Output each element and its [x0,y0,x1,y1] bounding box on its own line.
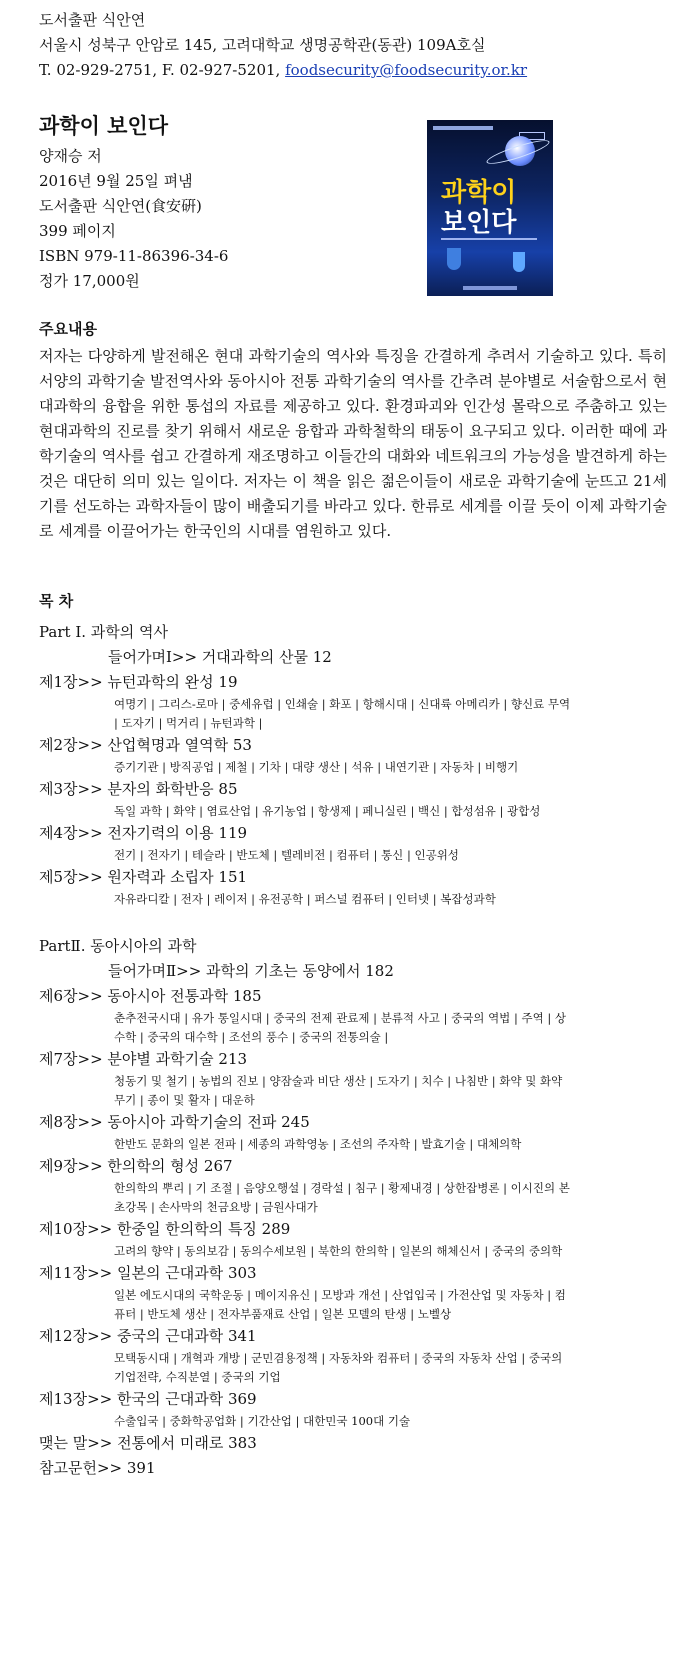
chapter-topics: 전기 | 전자기 | 테슬라 | 반도체 | 텔레비전 | 컴퓨터 | 통신 | 인공위성 [114,848,459,862]
cover-footer [463,286,517,290]
summary-text: 저자는 다양하게 발전해온 현대 과학기술의 역사와 특징을 간결하게 추려서 기술하고 있다. 특히 서양의 과학기술 발전역사와 동아시아 전통 과학기술의 역사를 간추려 분야별로 서술함으로서 현대과학의 융합을 위한 통섭의 자료를 제공하고 있다. 환경파괴와 인간성 몰락으로 주춤하고 있는 현대과학의 진로를 찾기 위해서 새로운 융합과 과학철학의 태동이 요구되고 있다. 이러한 때에 과학기술의 역사를 쉽고 간결하게 재조명하고 이들간의 대화와 네트워크의 가능성을 발견하게 하는 것은 대단히 의미 있는 일이다. 저자는 이 책을 읽은 젊은이들이 새로운 과학기술에 눈뜨고 21세기를 선도하는 과학자들이 많이 배출되기를 바라고 있다. 한류로 세계를 이끌 듯이 이제 과학기술로 세계를 이끌어가는 한국인의 시대를 염원하고 있다. [39,347,667,540]
book-price: 정가 17,000원 [39,272,140,290]
chapter-title: 제7장>> 분야별 과학기술 213 [39,1050,248,1068]
chapter-topics: 증기기관 | 방직공업 | 제철 | 기차 | 대량 생산 | 석유 | 내연기관 | 자동차 | 비행기 [114,760,519,774]
part-spacer [39,909,669,934]
toc-heading: 목 차 [39,592,74,610]
book-date: 2016년 9월 25일 펴냄 [39,172,193,190]
chapter-title: 제3장>> 분자의 화학반응 85 [39,780,238,798]
cover-title-line2: 보인다 [441,208,517,238]
publisher-name: 도서출판 식안연 [39,11,146,29]
book-pages: 399 페이지 [39,222,116,240]
part1-title: Part Ⅰ. 과학의 역사 [39,623,169,641]
closing-chapter: 맺는 말>> 전통에서 미래로 383 [39,1434,257,1452]
chapter-title: 제9장>> 한의학의 형성 267 [39,1157,233,1175]
chapter-title: 제2장>> 산업혁명과 열역학 53 [39,736,252,754]
part2-title: PartⅡ. 동아시아의 과학 [39,937,197,955]
book-title: 과학이 보인다 [39,114,169,138]
chapter-topics: 수출입국 | 중화학공업화 | 기간산업 | 대한민국 100대 기술 [114,1414,411,1428]
chapter-topics: 일본 에도시대의 국학운동 | 메이지유신 | 모방과 개선 | 산업입국 | 가전산업 및 자동차 | 컴퓨터 | 반도체 생산 | 전자부품재료 산업 | 일본 모델의 탄생 | 노벨상 [114,1288,566,1321]
chapter-topics: 고려의 향약 | 동의보감 | 동의수세보원 | 북한의 한의학 | 일본의 해체신서 | 중국의 중의학 [114,1244,563,1258]
chapter-title: 제10장>> 한중일 한의학의 특징 289 [39,1220,291,1238]
email-link[interactable]: foodsecurity@foodsecurity.or.kr [285,61,528,79]
phone-fax: T. 02-929-2751, F. 02-927-5201, [39,61,286,79]
book-publisher: 도서출판 식안연(食安硏) [39,197,202,215]
part2-intro: 들어가며Ⅱ>> 과학의 기초는 동양에서 182 [108,962,394,980]
flask-icon [447,248,461,270]
cover-divider [441,238,537,240]
publisher-address: 서울시 성북구 안암로 145, 고려대학교 생명공학관(동관) 109A호실 [39,36,486,54]
chapter-topics: 독일 과학 | 화약 | 염료산업 | 유기농업 | 항생제 | 페니실린 | 백신 | 합성섬유 | 광합성 [114,804,541,818]
book-cover-image [427,120,553,296]
chapter-topics: 한의학의 뿌리 | 기 조절 | 음양오행설 | 경락설 | 침구 | 황제내경 | 상한잡병론 | 이시진의 본초강목 | 손사막의 천금요방 | 금원사대가 [114,1181,570,1214]
publisher-contact [39,58,527,83]
chapter-topics: 춘추전국시대 | 유가 통일시대 | 중국의 전제 관료제 | 분류적 사고 | 중국의 역법 | 주역 | 상수학 | 중국의 대수학 | 조선의 풍수 | 중국의 전통의술 | [114,1011,566,1044]
flask-icon-2 [513,252,525,272]
part1-intro: 들어가며Ⅰ>> 거대과학의 산물 12 [108,648,332,666]
chapter-title: 제1장>> 뉴턴과학의 완성 19 [39,673,238,691]
chapter-topics: 한반도 문화의 일본 전파 | 세종의 과학영농 | 조선의 주자학 | 발효기술 | 대체의학 [114,1137,522,1151]
book-isbn: ISBN 979-11-86396-34-6 [39,247,229,265]
chapter-title: 제8장>> 동아시아 과학기술의 전파 245 [39,1113,310,1131]
chapter-title: 제13장>> 한국의 근대과학 369 [39,1390,257,1408]
summary-heading: 주요내용 [39,320,97,338]
chapter-topics: 여명기 | 그리스-로마 | 중세유럽 | 인쇄술 | 화포 | 항해시대 | 신대륙 아메리카 | 향신료 무역 | 도자기 | 먹거리 | 뉴턴과학 | [114,697,571,730]
chapter-title: 제4장>> 전자기력의 이용 119 [39,824,248,842]
chapter-topics: 모택동시대 | 개혁과 개방 | 군민겸용정책 | 자동차와 컴퓨터 | 중국의 자동차 산업 | 중국의 기업전략, 수직분열 | 중국의 기업 [114,1351,563,1384]
chapter-title: 제11장>> 일본의 근대과학 303 [39,1264,257,1282]
chapter-topics: 청동기 및 철기 | 농법의 진보 | 양잠술과 비단 생산 | 도자기 | 치수 | 나침반 | 화약 및 화약 무기 | 종이 및 활자 | 대운하 [114,1074,563,1107]
book-author: 양재승 저 [39,147,102,165]
references: 참고문헌>> 391 [39,1459,156,1477]
chapter-title: 제5장>> 원자력과 소립자 151 [39,868,248,886]
table-of-contents [39,620,669,1481]
publisher-info [39,8,527,83]
cover-strip [433,126,493,130]
book-meta [39,144,228,294]
chapter-title: 제12장>> 중국의 근대과학 341 [39,1327,257,1345]
chapter-title: 제6장>> 동아시아 전통과학 185 [39,987,262,1005]
cover-title-line1: 과학이 [441,178,517,208]
chapter-topics: 자유라디칼 | 전자 | 레이저 | 유전공학 | 퍼스널 컴퓨터 | 인터넷 | 복잡성과학 [114,892,496,906]
